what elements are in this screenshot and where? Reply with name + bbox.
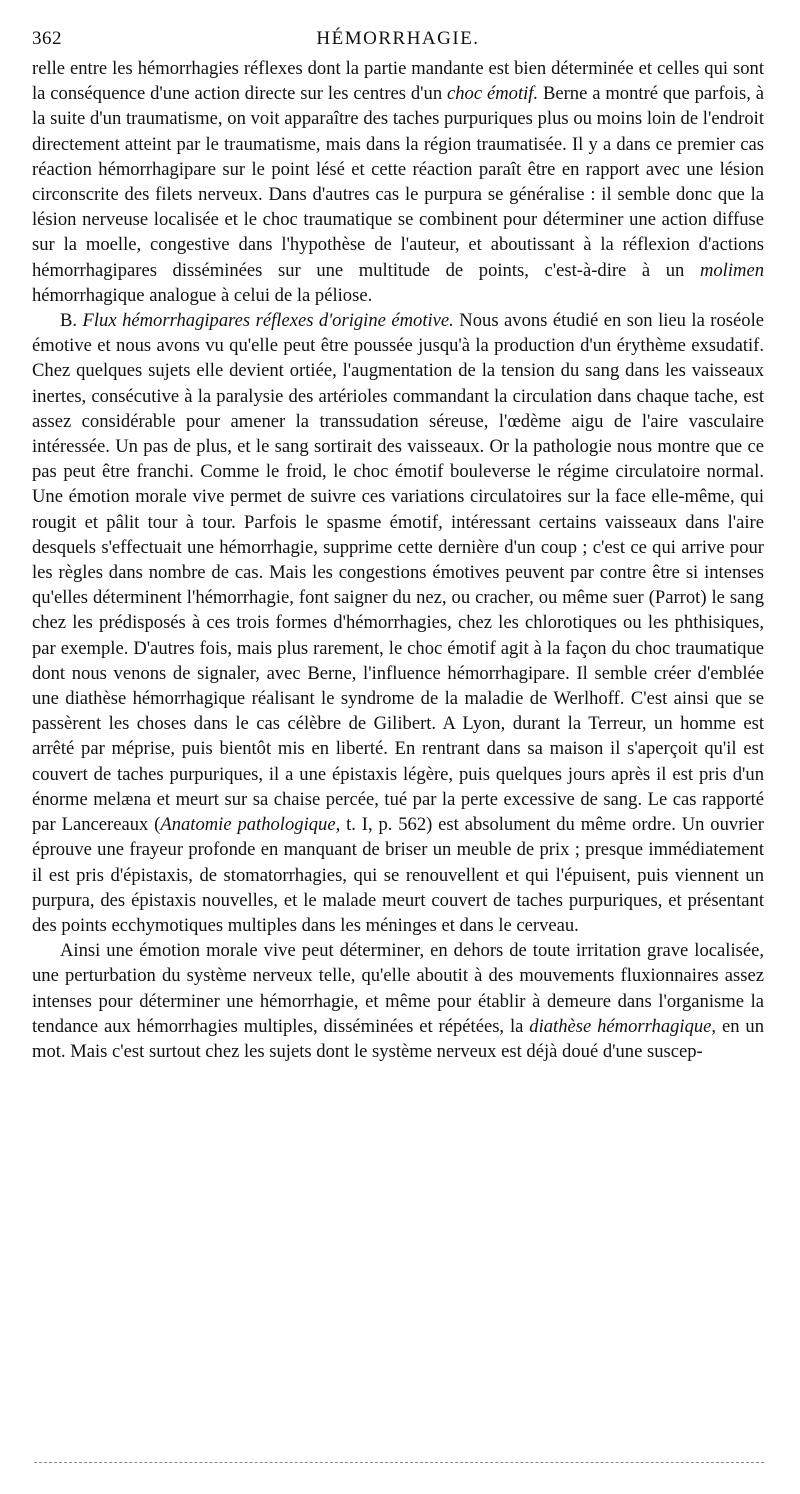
text-run: Ainsi une émotion morale vive peut déterminer, en dehors de toute irritation grave localisée, une perturbation du système nerveux telle, qu'elle aboutit à des mouvements fluxionnaires assez intenses pour déterminer une hémorrhagie, et même pour établir à demeure dans l'organisme la tendance aux hémorrhagies multiples, disséminées et répétées, la bbox=[32, 940, 764, 1037]
running-title: HÉMORRHAGIE. bbox=[316, 28, 480, 49]
text-run: t. I, p. 562) est absolument du même ordre. Un ouvrier éprouve une frayeur profonde en manquant de briser un meuble de prix ; presque immédiatement il est pris d'épistaxis, de stomatorrhagies, qui se renouvellent et qui l'épuisent, puis viennent un purpura, des épistaxis nouvelles, et le malade meurt couvert de taches purpuriques, et présentant des points ecchymotiques multiples dans les méninges et dans le cerveau. bbox=[32, 814, 764, 936]
text-run: relle entre les hémorrhagies réflexes dont la partie mandante est bien déterminée et celles qui sont la conséquence d'une action directe sur les centres d'un bbox=[32, 58, 764, 105]
page-number: 362 bbox=[32, 28, 62, 49]
running-head bbox=[32, 26, 764, 56]
italic-text-run: diathèse hémorrhagique, bbox=[529, 1015, 717, 1037]
section-heading: Flux hémorrhagipares réflexes d'origine émotive. bbox=[82, 310, 454, 332]
footer-rule bbox=[34, 1462, 764, 1463]
text-run: Nous avons étudié en son lieu la roséole émotive et nous avons vu qu'elle peut être poussée jusqu'à la production d'un érythème exsudatif. Chez quelques sujets elle devient ortiée, l'augmentation de la tension du sang dans les vaisseaux inertes, consécutive à la paralysie des artérioles commandant la circulation dans chaque tache, est assez considérable pour amener la transsudation séreuse, l'œdème aigu de l'aire vasculaire intéressée. Un pas de plus, et le sang sortirait des vaisseaux. Or la pathologie nous montre que ce pas peut être franchi. Comme le froid, le choc émotif bouleverse le régime circulatoire normal. Une émotion morale vive permet de suivre ces variations circulatoires sur la face elle-même, qui rougit et pâlit tour à tour. Parfois le spasme émotif, intéressant certains vaisseaux dans l'aire desquels s'effectuait une hémorrhagie, supprime cette dernière d'un coup ; c'est ce qui arrive pour les règles dans nombre de cas. Mais les congestions émotives peuvent par contre être si intenses qu'elles déterminent l'hémorrhagie, font saigner du nez, ou cracher, ou même suer (Parrot) le sang chez les prédisposés à ces trois formes d'hémorrhagies, chez les chlorotiques ou les phthisiques, par exemple. D'autres fois, mais plus rarement, le choc émotif agit à la façon du choc traumatique dont nous venons de signaler, avec Berne, l'influence hémorrhagipare. Il semble créer d'emblée une diathèse hémorrhagique réalisant le syndrome de la maladie de Werlhoff. C'est ainsi que se passèrent les choses dans le cas célèbre de Gilibert. A Lyon, durant la Terreur, un homme est arrêté par méprise, puis bientôt mis en liberté. En rentrant dans sa maison il s'aperçoit qu'il est couvert de taches purpuriques, il a une épistaxis légère, puis quelques jours après il est pris d'un énorme melæna et meurt sur sa chaise percée, tué par la perte excessive de sang. Le cas rapporté par Lancereaux ( bbox=[32, 310, 764, 836]
book-page bbox=[32, 26, 764, 1064]
body-text bbox=[32, 56, 764, 1064]
text-run: hémorrhagique analogue à celui de la péliose. bbox=[32, 284, 373, 306]
italic-text-run: molimen bbox=[699, 259, 764, 281]
paragraph bbox=[32, 938, 764, 1064]
text-run: Berne a montré que parfois, à la suite d'un traumatisme, on voit apparaître des taches purpuriques plus ou moins loin de l'endroit directement atteint par le traumatisme, mais dans la région traumatisée. Il y a dans ce premier cas réaction hémorrhagipare sur le point lésé et cette réaction paraît être en rapport avec une lésion circonscrite des filets nerveux. Dans d'autres cas le purpura se généralise : il semble donc que la lésion nerveuse localisée et le choc traumatique se combinent pour déterminer une action diffuse sur la moelle, congestive dans l'hypothèse de l'auteur, et aboutissant à la réflexion d'actions hémorrhagipares disséminées sur une multitude de points, c'est-à-dire à un bbox=[32, 83, 764, 281]
paragraph bbox=[32, 56, 764, 308]
text-run: en un mot. Mais c'est surtout chez les sujets dont le système nerveux est déjà doué d'une suscep- bbox=[32, 1015, 764, 1062]
italic-text-run: Anatomie pathologique, bbox=[160, 814, 341, 836]
section-marker: B. bbox=[60, 310, 83, 332]
paragraph bbox=[32, 308, 764, 938]
italic-text-run: choc émotif. bbox=[447, 83, 539, 105]
